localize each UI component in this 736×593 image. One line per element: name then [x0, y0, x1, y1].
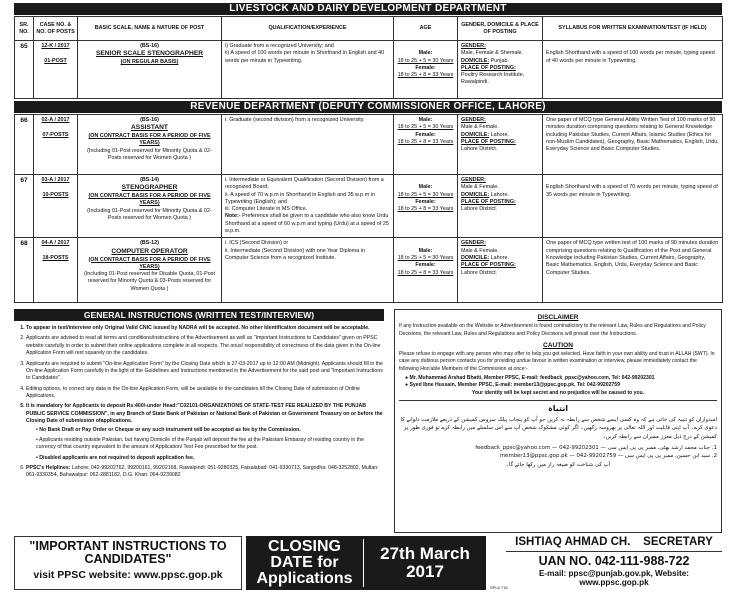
general-instructions-title: GENERAL INSTRUCTIONS (WRITTEN TEST/INTERVIEW) [14, 309, 384, 321]
dept-banner-livestock: LIVESTOCK AND DAIRY DEVELOPMENT DEPARTMENT [14, 3, 722, 15]
disclaimer-panel [394, 309, 722, 533]
closing-date-box [246, 536, 486, 590]
caution-footer: Your identity will be kept secret and no prejudice will be caused to you. [399, 390, 717, 401]
urdu-paragraph: امیدواران کو تنبیہ کی جاتی ہے کہ وہ کسی ایسے شخص سے رابطہ نہ کریں جو آپ کو پنجاب پبلک سروس کمیشن کے ذریعے ملازمت دلوانے کا دعوی کرے۔ آپ اپنی قابلیت اور اللہ تعالی پر بھروسہ رکھیں۔ اگر کوئی مشکوک شخص آپ سے اس سلسلے میں رابطہ کرے تو فوری طور پر کمیشن کے درج ذیل معزز ممبران سے رابطہ کریں۔ [400, 416, 717, 440]
instruction-item: 5. It is mandatory for Applicants to deposit Rs:400/-under Head:"C02101-ORGANIZATIONS OF STATE-TEST FEE REALIZED BY THE PUNJAB PUBLIC SERVICE COMMISSION", in any Branch of State Bank of Pakistan or National Bank of Pakistan or Government Treasury on or before the Closing Date of submission ofapplications. • No Bank Draft or Pay Order or Cheque or any such instrument will be accepted as fee by the Commission. • Applicants residing outside Pakistan, but having Domicile of the Punjab will deposit the fee at the Pakistani Embassy of residing country in the currency of that country equivalent to the amount of Application/ Test Fee prescribed for the post. • Disabled applicants are not required to deposit application fee. [26, 403, 384, 462]
closing-date-value: 27th March 2017 [380, 544, 470, 581]
general-instructions [14, 322, 384, 533]
uan-number: UAN NO. 042-111-988-722 [538, 554, 690, 568]
urdu-member: 1. جناب محمد ارشد بھٹی، ممبر پی پی ایس سی — 042-99202301 — feedback_ppsc@yahoo.com [475, 444, 717, 451]
col-header-scale: BASIC SCALE, NAME & NATURE OF POST [78, 17, 222, 41]
table-row: 65 12-K / 2017 01-POST (BS-16) SENIOR SCALE STENOGRAPHER (ON REGULAR BASIS) i) Graduate from a recognized University; and ii) A speed of 100 words per minute in Shorthand in English and 40 words per minute in Typewriting. Male: 18 to 25 + 5 = 30 Years Female: 18 to 25 + 8 = 33 Years GENDER: Male, Female & Shemale. DOMICILE: Punjab. PLACE OF POSTING: Poultry Research Institute, Rawalpindi. English Shorthand with a speed of 100 words per minute, typing speed of 40 words per minute in Typewriting. [15, 41, 723, 99]
disclaimer-title: DISCLAIMER [537, 314, 579, 321]
instruction-item: 4. Editing options, to correct any data in the On-line Application Form, will be available to the candidates till the Closing Date of submission of Online Applications. [26, 386, 384, 401]
disclaimer-text: If any Instruction available on the Website or Advertisement is found contradictory to the relevant Law, Rules and Regulations and Policy Decisions, the relevant Law, Rules and Regulations and Policy Decisions will prevail over the Instructions. [399, 323, 706, 337]
caution-member: ● Mr. Muhammad Arshad Bhatti, Member PPSC, E-mail: feedback_ppsc@yahoo.com, Tel: 042-99202301 [405, 374, 655, 381]
contact-line: E-mail: ppsc@punjab.gov.pk, Website: www.ppsc.gop.pk [538, 569, 690, 587]
instruction-item: 2. Applicants are advised to read all terms and conditions/instructions of the Advertisement as well as "Important Instructions to Candidates" given on PPSC website carefully in order to submit their online applications complete in all respects. The onus/ responsibility of correctness of the data given in the On-line Application Form will rest squarely on the candidates. [26, 335, 384, 357]
col-header-gender: GENDER, DOMICILE & PLACE OF POSTING [458, 17, 543, 41]
caution-text: Please refuse to engage with any person who may offer to help you get selected. Have faith in your own ability and trust in ALLAH (SWT). In case any dubious person contacts you for providing undue favour in written examination or interview, please immediately contact the following Hon'able Members of the Commission at once:- [399, 351, 715, 372]
col-header-age: AGE [394, 17, 458, 41]
important-instructions-box [14, 536, 242, 590]
jobs-table-livestock [14, 16, 723, 99]
ad-code: SPL# 716 [490, 585, 508, 590]
instruction-item: 3. Applicants are required to submit "On-line Application Form" by the Closing Date which is 27-03-2017 up to 12:00 AM (Midnight). Applicants should fill in the On-line Application Form carefully in the light of the Guidelines and Instructions mentioned in the Advertisement for the said post and "Important Instructions to Candidates". [26, 361, 384, 383]
important-instructions-text: "IMPORTANT INSTRUCTIONS TO CANDIDATES" [29, 539, 227, 566]
jobs-table-revenue [14, 114, 723, 303]
signature-block [506, 536, 722, 590]
col-header-qualification: QUALIFICATION/EXPERIENCE [222, 17, 394, 41]
caution-member: ● Syed Ibne Hussain, Member PPSC, E-mail: member13@ppsc.gop.pk, Tel: 042-99202759 [405, 382, 620, 389]
table-row: 67 03-A / 2017 10-POSTS (BS-14) STENOGRAPHER (ON CONTRACT BASIS FOR A PERIOD OF FIVE YEARS) (Including 01-Post reserved for Minority Quota & 02-Posts reserved for Women Quota ) i. Intermediate or Equivalent Qualification (Second Division) from a recognized Board; ii. A speed of 70 w.p.m in Shorthand in English and 35 w.p.m in Typewriting (English); and iii. Computer Literate in MS Office. Note:- Preference shall be given to a candidate who also know Urdu Shorthand at a speed of 60 w.p.m and typing (Urdu) at a speed of 25 w.p.m. Male: 18 to 25 + 5 = 30 Years Female: 18 to 25 + 8 = 33 Years GENDER: Male & Female. DOMICILE: Lahore. PLACE OF POSTING: Lahore District. English Shorthand with a speed of 70 words per minute, typing speed of 35 words per minute in Typewriting. [15, 175, 723, 238]
col-header-syllabus: SYLLABUS FOR WRITTEN EXAMINATION/TEST (IF HELD) [543, 17, 723, 41]
table-row: 68 04-A / 2017 18-POSTS (BS-12) COMPUTER OPERATOR (ON CONTRACT BASIS FOR A PERIOD OF FIVE YEARS) (Including 01-Post reserved for Disable Quota, 01-Post reserved for Minority Quota & 03-Posts reserved for Women Quota ) i. ICS (Second Division) or ii. Intermediate (Second Division) with one Year Diploma in Computer Science from a recognized Institute. Male: 18 to 25 + 5 = 30 Years Female: 18 to 25 + 8 = 33 Years GENDER: Male & Female. DOMICILE: Lahore. PLACE OF POSTING: Lahore District. One paper of MCQ type written test of 100 marks of 90 minutes duration comprising questions relating to Qualification of the Post and General Knowledge including Pakistan Studies, Current Affairs, Geography, Basic Mathematics, English, Urdu, Everyday Science and Basic Computer Studies. [15, 238, 723, 303]
closing-date-label: CLOSING DATE for Applications [246, 539, 364, 587]
urdu-title: انتباہ [548, 404, 568, 414]
col-header-sr: SR. NO. [15, 17, 34, 41]
urdu-footer: آپ کی شناخت کو صیغہ راز میں رکھا جائے گا۔ [505, 461, 611, 468]
caution-title: CAUTION [542, 341, 574, 349]
urdu-member: 2. سید ابن حسین، ممبر پی پی ایس سی — 042-99202759 — member13@ppsc.gop.pk [499, 453, 717, 460]
dept-banner-revenue: REVENUE DEPARTMENT (DEPUTY COMMISSIONER OFFICE, LAHORE) [14, 101, 722, 113]
table-row: 66 02-A / 2017 07-POSTS (BS-16) ASSISTANT (ON CONTRACT BASIS FOR A PERIOD OF FIVE YEARS) (Including 01-Post reserved for Minority Quota & 02-Posts reserved for Women Quota ) i. Graduate (second division) from a recognized University. Male: 18 to 25 + 5 = 30 Years Female: 18 to 25 + 8 = 33 Years GENDER: Male & Female. DOMICILE: Lahore. PLACE OF POSTING: Lahore District. One paper of MCQ type General Ability Written Test of 100 marks of 90 minutes duration comprising questions relating to General Knowledge including Pakistan Studies, Current Affairs, Islamic Studies (Ethics for non-Muslim Candidates), Geography, Basic Mathematics, English, Urdu, Everyday Science and Basic Computer Studies. [15, 115, 723, 175]
secretary-line: ISHTIAQ AHMAD CH. SECRETARY [506, 536, 722, 552]
instruction-item: 1. To appear in test/interview only Original Valid CNIC issued by NADRA will be accepted. No other Identification document will be acceptable. [26, 325, 384, 332]
helplines: 6. PPSC's Helplines: Lahore: 042-99202762, 99200161, 99202168, Rawalpindi: 051-9280325, Faisalabad: 041-9330713, Sargodha: 048-3252802, Multan: 061-9330354, Bahawalpur: 062-2881182, D.G. Khan: 064-9239082 [26, 465, 384, 480]
col-header-case: CASE NO. & NO. OF POSTS [34, 17, 78, 41]
visit-website-text: visit PPSC website: www.ppsc.gop.pk [33, 569, 223, 581]
